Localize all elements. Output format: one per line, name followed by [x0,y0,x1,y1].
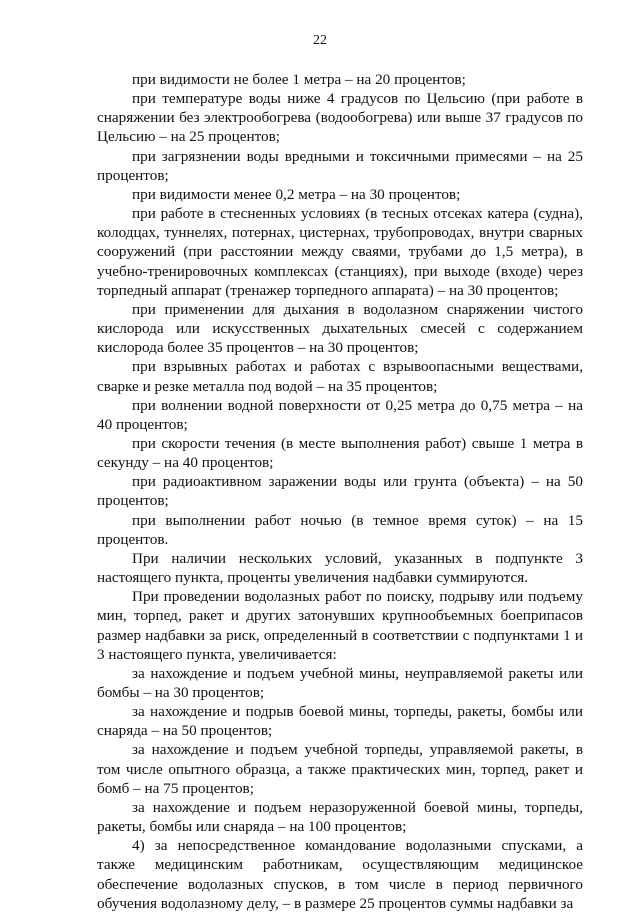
paragraph: при взрывных работах и работах с взрывоопасными веществами, сварке и резке металла под водой – на 35 процентов; [97,358,583,395]
paragraph: при видимости не более 1 метра – на 20 процентов; [132,71,466,88]
paragraph: при видимости менее 0,2 метра – на 30 процентов; [132,185,461,203]
paragraph: при волнении водной поверхности от 0,25 метра до 0,75 метра – на 40 процентов; [97,396,583,433]
paragraph: за нахождение и подъем учебной мины, неуправляемой ракеты или бомбы – на 30 процентов; [97,664,583,701]
paragraph: при загрязнении воды вредными и токсичными примесями – на 25 процентов; [97,147,583,184]
paragraph: за нахождение и подрыв боевой мины, торпеды, ракеты, бомбы или снаряда – на 50 процентов; [97,703,583,740]
paragraph: 4) за непосредственное командование водолазными спусками, а также медицинским работникам, осуществляющим медицинское обеспечение водолазных спусков, в том числе в период первичного обучения водолазному делу, – в размере 25 процентов суммы надбавки за [97,837,583,912]
paragraph: при работе в стесненных условиях (в тесных отсеках катера (судна), колодцах, туннелях, потернах, цистернах, трубопроводах, внутри сварных сооружений (при расстоянии между сваями, трубами до 1,5 метра), в учебно-тренировочных комплексах (станциях), при выходе (входе) через торпедный аппарат (тренажер торпедного аппарата) – на 30 процентов; [97,205,583,299]
paragraph: при температуре воды ниже 4 градусов по Цельсию (при работе в снаряжении без электрообогрева (водообогрева) или выше 37 градусов по Цельсию – на 25 процентов; [97,90,583,146]
paragraph: При проведении водолазных работ по поиску, подрыву или подъему мин, торпед, ракет и других затонувших крупнообъемных боеприпасов размер надбавки за риск, определенный в соответствии с подпунктами 1 и 3 настоящего пункта, увеличивается: [97,588,583,663]
paragraph: за нахождение и подъем неразоруженной боевой мины, торпеды, ракеты, бомбы или снаряда – на 100 процентов; [97,798,583,836]
page-number: 22 [313,33,327,48]
paragraph: при применении для дыхания в водолазном снаряжении чистого кислорода или искусственных дыхательных смесей с содержанием кислорода более 35 процентов – на 30 процентов; [97,300,583,357]
paragraph: при радиоактивном заражении воды или грунта (объекта) – на 50 процентов; [97,473,583,510]
document-body [97,70,583,913]
paragraph: при скорости течения (в месте выполнения работ) свыше 1 метра в секунду – на 40 процентов; [97,434,583,472]
paragraph: за нахождение и подъем учебной торпеды, управляемой ракеты, в том числе опытного образца, а также практических мин, торпед, ракет и бомб – на 75 процентов; [97,741,583,797]
paragraph: При наличии нескольких условий, указанных в подпункте 3 настоящего пункта, проценты увеличения надбавки суммируются. [97,549,583,587]
paragraph: при выполнении работ ночью (в темное время суток) – на 15 процентов. [97,511,583,548]
